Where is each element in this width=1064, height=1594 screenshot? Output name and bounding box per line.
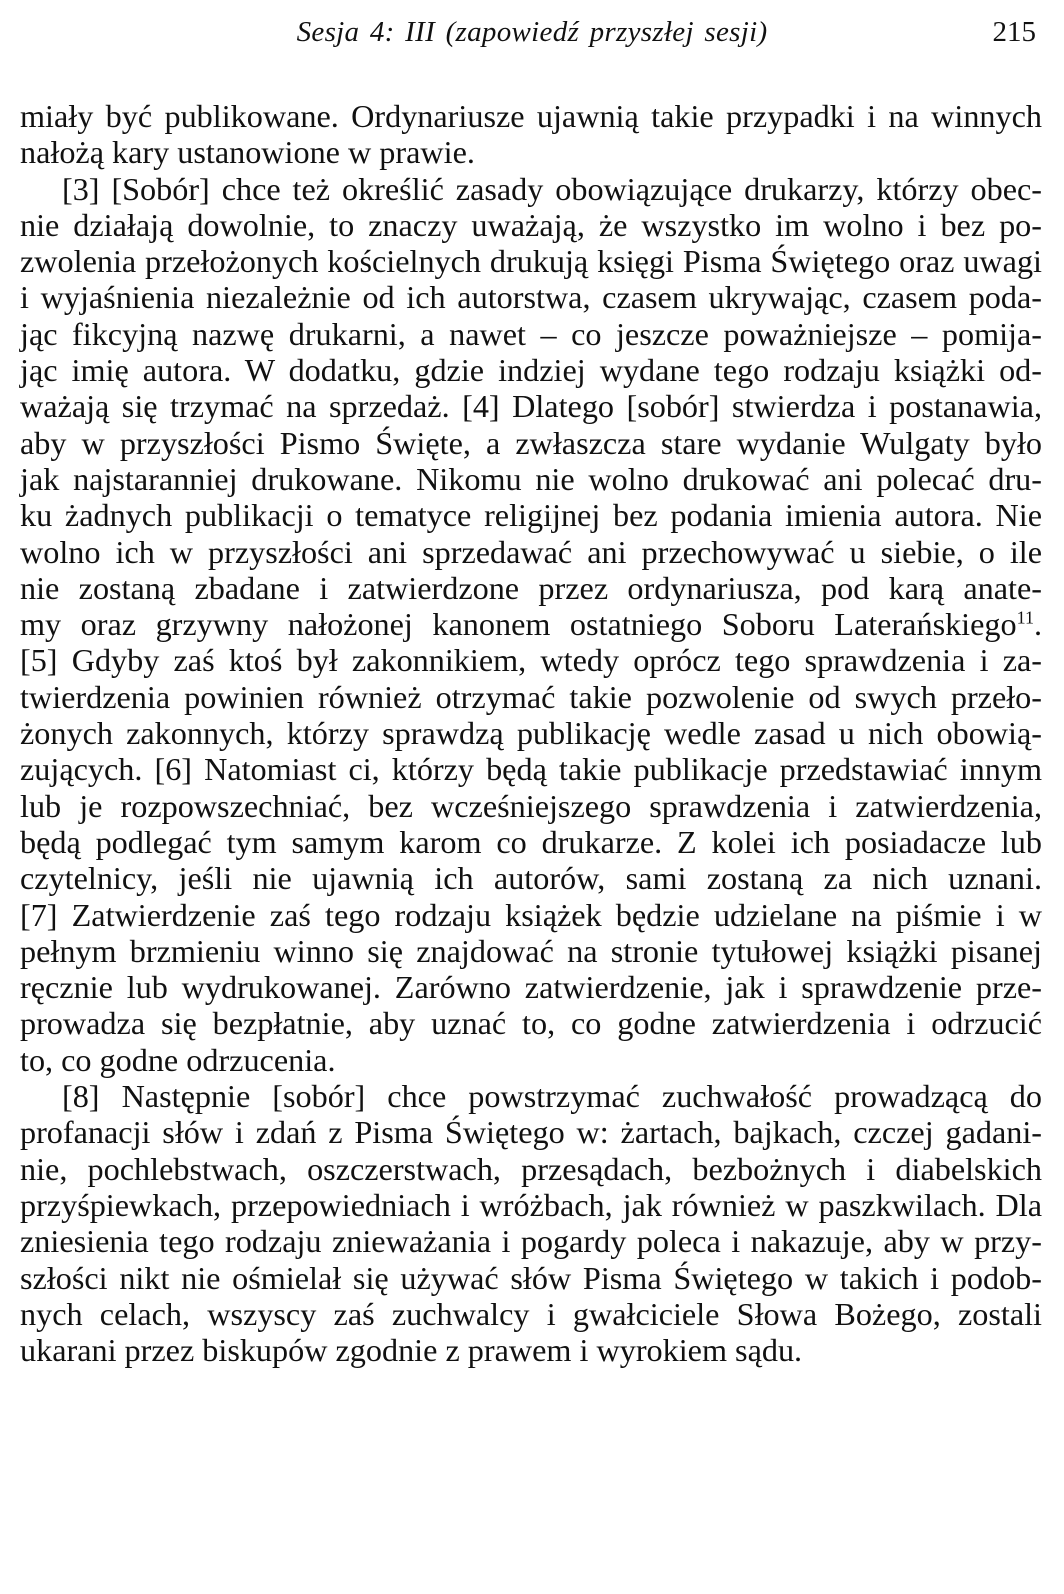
text-line: to, co godne odrzucenia. <box>20 1041 336 1078</box>
text-line: prowadza się bezpłatnie, aby uznać to, co godne zatwierdzenia i odrzucić <box>20 1005 1042 1042</box>
text-line: jąc fikcyjną nazwę drukarni, a nawet – co jeszcze poważniejsze – pomija- <box>20 315 1042 352</box>
text-line: jąc imię autora. W dodatku, gdzie indziej wydane tego rodzaju książki od- <box>20 352 1042 389</box>
text-line: pełnym brzmieniu winno się znajdować na stronie tytułowej książki pisanej <box>20 932 1042 969</box>
text-line: czytelnicy, jeśli nie ujawnią ich autorów, sami zostaną za nich uznani. <box>20 860 1042 897</box>
text-line: [8] Następnie [sobór] chce powstrzymać zuchwałość prowadzącą do <box>62 1078 1042 1115</box>
text-line: będą podlegać tym samym karom co drukarze. Z kolei ich posiadacze lub <box>20 823 1042 860</box>
text-line: nie działają dowolnie, to znaczy uważają, że wszystko im wolno i bez po- <box>20 206 1042 243</box>
text-line: nałożą kary ustanowione w prawie. <box>20 134 475 171</box>
page-number: 215 <box>992 16 1036 48</box>
footnote-reference-suffix: . <box>1033 606 1042 643</box>
text-line: jak najstaranniej drukowane. Nikomu nie wolno drukować ani polecać dru- <box>20 460 1042 497</box>
text-line: my oraz grzywny nałożonej kanonem ostatniego Soboru Laterańskiego <box>20 606 1017 643</box>
body-text <box>20 98 1042 1368</box>
text-line: [7] Zatwierdzenie zaś tego rodzaju książek będzie udzielane na piśmie i w <box>20 896 1042 933</box>
running-title: Sesja 4: III (zapowiedź przyszłej sesji) <box>296 16 768 48</box>
text-line: szłości nikt nie ośmielał się używać słów Pisma Świętego w takich i podob- <box>20 1259 1042 1296</box>
text-line: miały być publikowane. Ordynariusze ujawnią takie przypadki i na winnych <box>20 98 1042 134</box>
text-line: ku żadnych publikacji o tematyce religijnej bez podania imienia autora. Nie <box>20 497 1042 534</box>
text-line: żonych zakonnych, którzy sprawdzą publikację wedle zasad u nich obowią- <box>20 715 1042 752</box>
text-line: ważają się trzymać na sprzedaż. [4] Dlatego [sobór] stwierdza i postanawia, <box>20 388 1042 425</box>
text-line: nie zostaną zbadane i zatwierdzone przez ordynariusza, pod karą anate- <box>20 569 1042 606</box>
text-line: twierdzenia powinien również otrzymać takie pozwolenie od swych przeło- <box>20 678 1042 715</box>
text-line: ukarani przez biskupów zgodnie z prawem i wyrokiem sądu. <box>20 1332 803 1369</box>
text-line: zwolenia przełożonych kościelnych drukują księgi Pisma Świętego oraz uwagi <box>20 243 1042 280</box>
text-line: nych celach, wszyscy zaś zuchwalcy i gwałciciele Słowa Bożego, zostali <box>20 1295 1042 1332</box>
text-line: i wyjaśnienia niezależnie od ich autorstwa, czasem ukrywając, czasem poda- <box>20 279 1042 316</box>
running-header <box>22 10 1042 54</box>
text-line-with-footnote <box>20 606 1042 642</box>
text-line: profanacji słów i zdań z Pisma Świętego w: żartach, bajkach, czczej gadani- <box>20 1114 1042 1151</box>
footnote-reference: 11 <box>1016 607 1034 628</box>
text-line: [5] Gdyby zaś ktoś był zakonnikiem, wtedy oprócz tego sprawdzenia i za- <box>20 642 1042 679</box>
text-line: aby w przyszłości Pismo Święte, a zwłaszcza stare wydanie Wulgaty było <box>20 424 1042 461</box>
text-line: zniesienia tego rodzaju znieważania i pogardy poleca i nakazuje, aby w przy- <box>20 1223 1042 1260</box>
text-line: zujących. [6] Natomiast ci, którzy będą takie publikacje przedstawiać innym <box>20 751 1042 788</box>
text-line: przyśpiewkach, przepowiedniach i wróżbach, jak również w paszkwilach. Dla <box>20 1186 1042 1223</box>
text-line: [3] [Sobór] chce też określić zasady obowiązujące drukarzy, którzy obec- <box>62 170 1042 207</box>
text-line: wolno ich w przyszłości ani sprzedawać ani przechowywać u siebie, o ile <box>20 533 1042 570</box>
text-line: lub je rozpowszechniać, bez wcześniejszego sprawdzenia i zatwierdzenia, <box>20 787 1042 824</box>
text-line: ręcznie lub wydrukowanej. Zarówno zatwierdzenie, jak i sprawdzenie prze- <box>20 969 1042 1006</box>
text-line: nie, pochlebstwach, oszczerstwach, przesądach, bezbożnych i diabelskich <box>20 1150 1042 1187</box>
